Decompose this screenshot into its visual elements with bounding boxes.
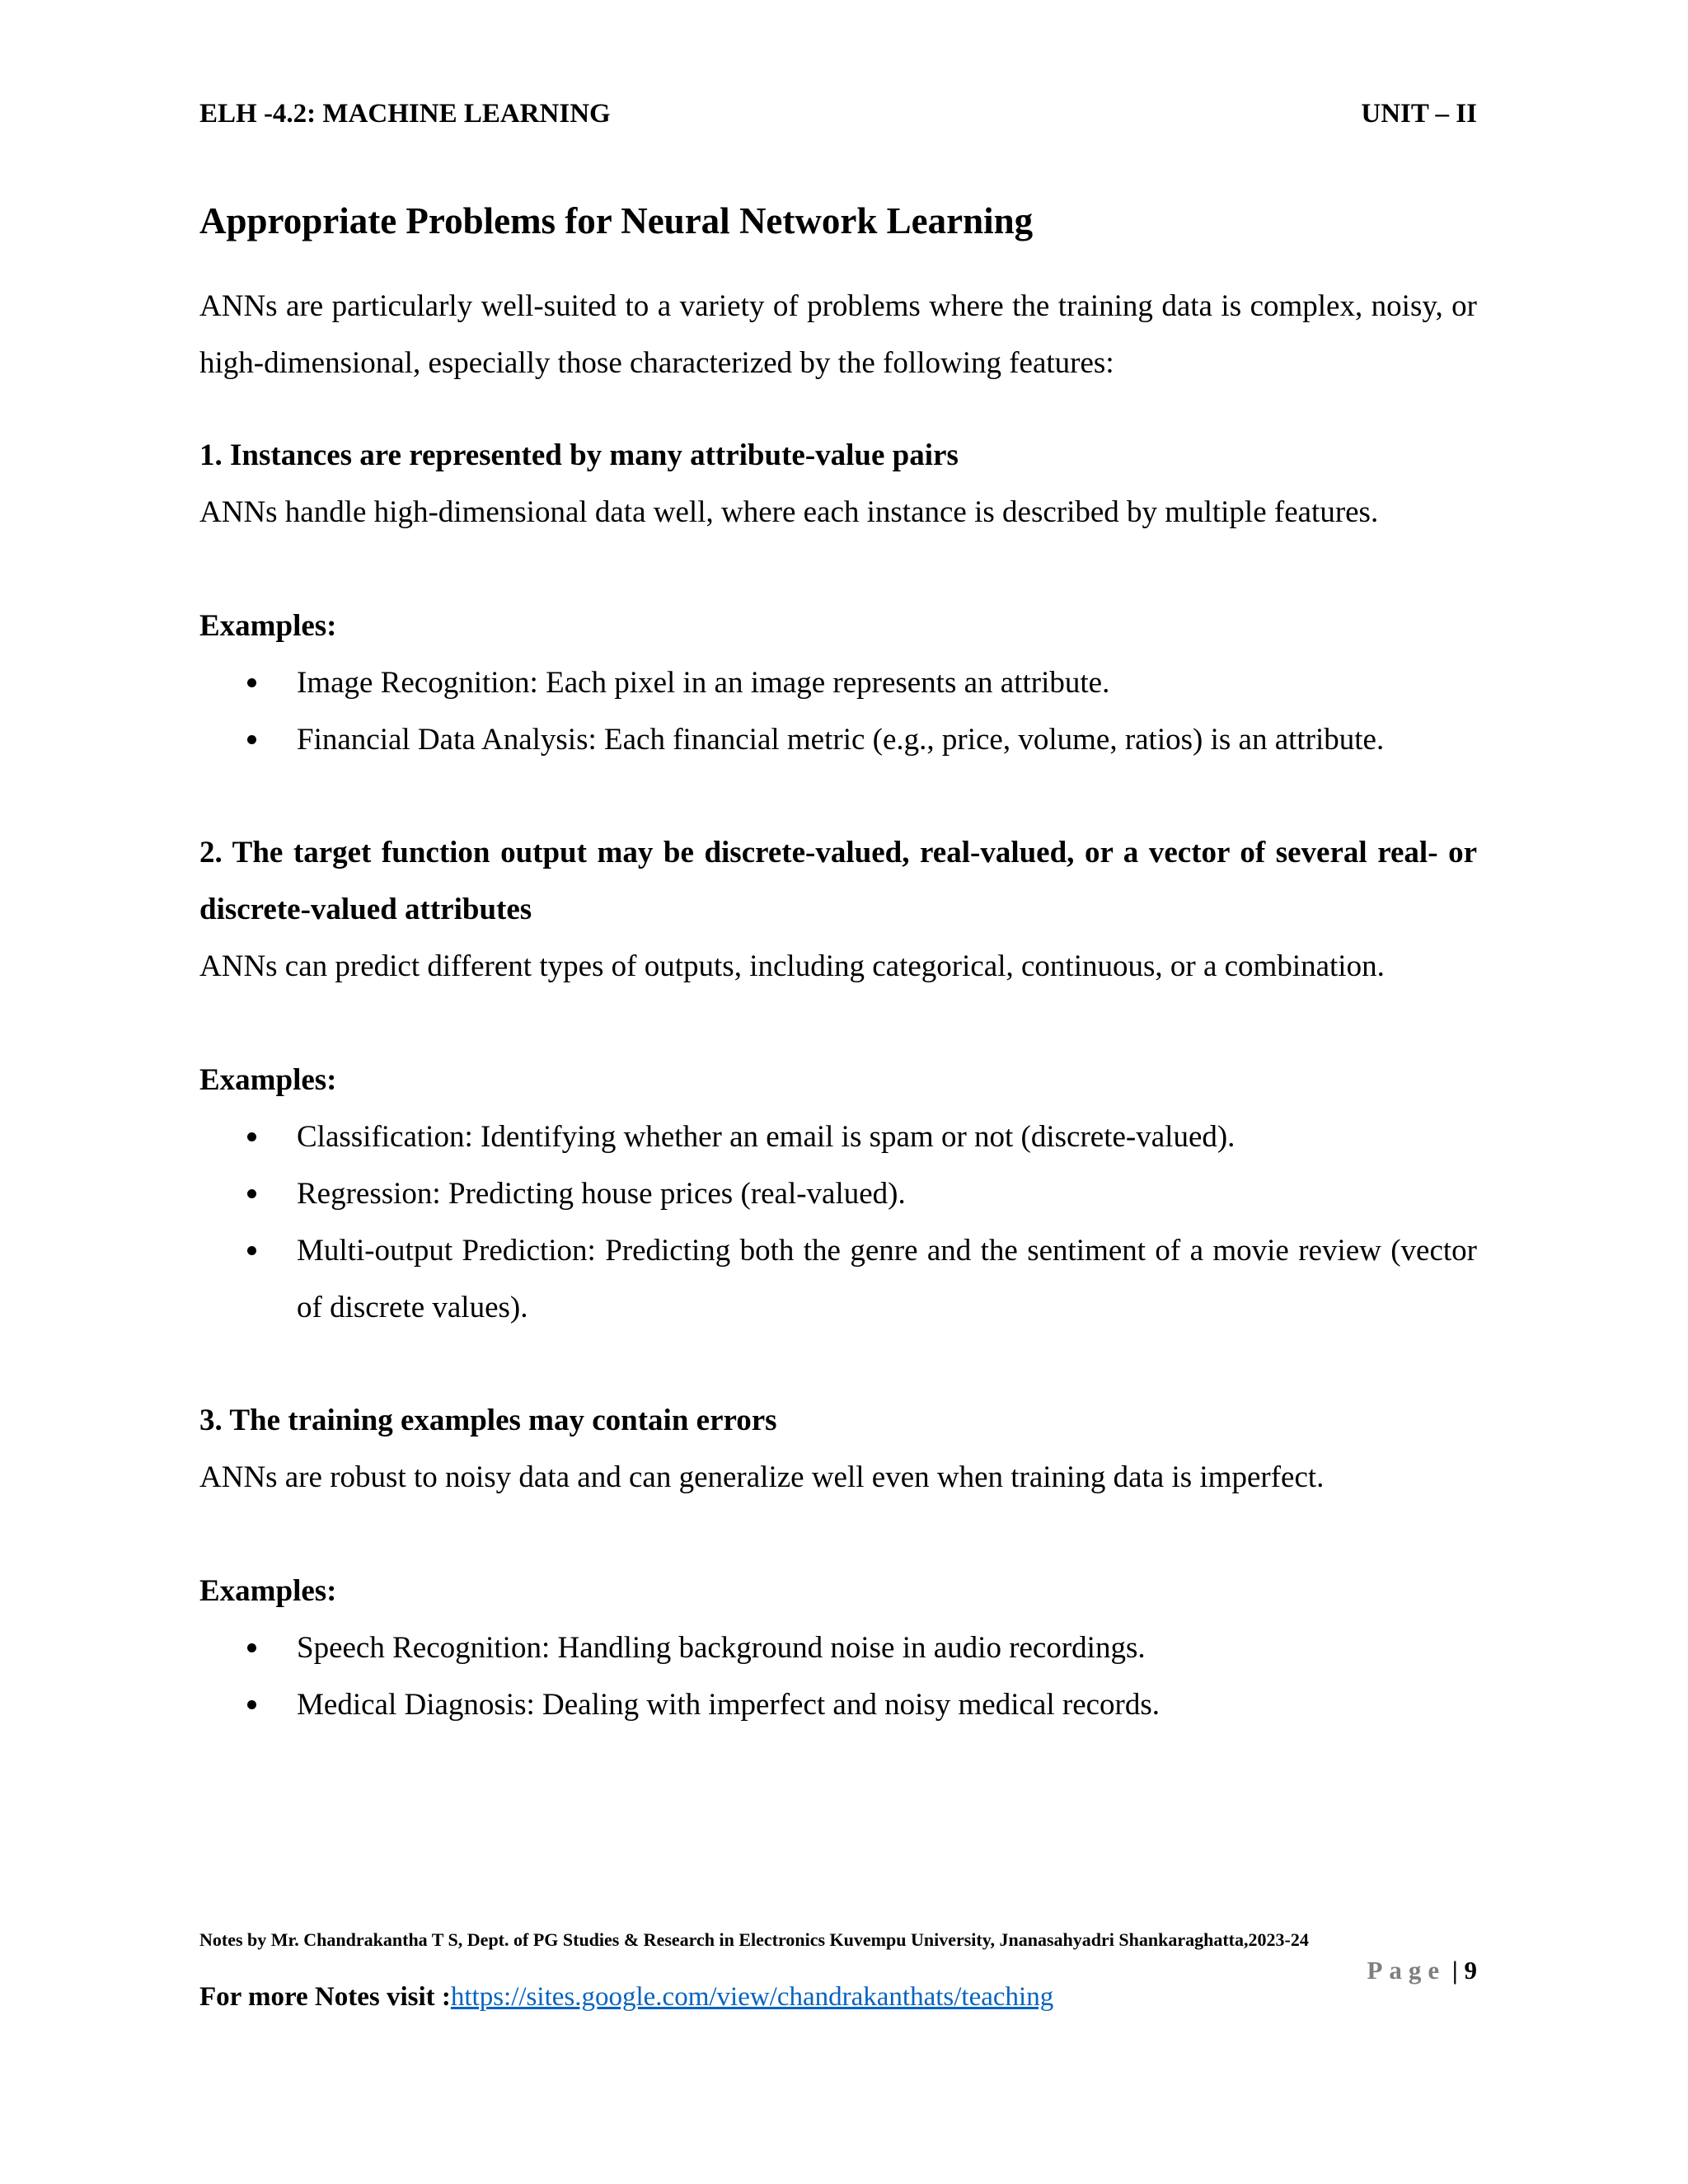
section-1-body: ANNs handle high-dimensional data well, where each instance is described by multiple features.	[199, 495, 1379, 529]
list-item	[199, 1676, 1477, 1733]
list-item	[199, 1165, 1477, 1222]
list-item	[199, 654, 1477, 711]
example-text: Regression: Predicting house prices (real-valued).	[297, 1177, 906, 1211]
bullet-icon	[247, 1643, 256, 1652]
section-2-body: ANNs can predict different types of outputs, including categorical, continuous, or a combination.	[199, 949, 1385, 983]
example-text: Speech Recognition: Handling background noise in audio recordings.	[297, 1631, 1146, 1665]
example-text: Image Recognition: Each pixel in an image represents an attribute.	[297, 666, 1110, 700]
page-number	[1367, 1955, 1477, 1986]
bullet-icon	[247, 735, 256, 744]
section-3-heading: 3. The training examples may contain errors	[199, 1404, 777, 1437]
example-text: Medical Diagnosis: Dealing with imperfect and noisy medical records.	[297, 1688, 1160, 1722]
bullet-icon	[247, 678, 256, 687]
bullet-icon	[247, 1132, 256, 1141]
page-separator: |	[1446, 1956, 1465, 1985]
section-2-examples-list	[199, 1108, 1477, 1336]
page-word: Page	[1367, 1956, 1447, 1985]
footer-visit	[199, 1980, 1053, 2014]
bullet-icon	[247, 1700, 256, 1709]
example-text: Financial Data Analysis: Each financial metric (e.g., price, volume, ratios) is an attribute.	[297, 723, 1385, 757]
list-item	[199, 711, 1477, 768]
section-3-body: ANNs are robust to noisy data and can generalize well even when training data is imperfect.	[199, 1460, 1325, 1494]
section-3-examples-label: Examples:	[199, 1574, 337, 1608]
visit-label: For more Notes visit :	[199, 1982, 451, 2012]
list-item	[199, 1222, 1477, 1336]
bullet-icon	[247, 1189, 256, 1198]
section-1-examples-label: Examples:	[199, 609, 337, 643]
section-3-examples-list	[199, 1619, 1477, 1733]
section-1-examples-list	[199, 654, 1477, 768]
page-title: Appropriate Problems for Neural Network Learning	[199, 200, 1034, 241]
intro-paragraph: ANNs are particularly well-suited to a variety of problems where the training data is complex, noisy, or high-dimensional, especially those characterized by the following features:	[199, 289, 1477, 380]
bullet-icon	[247, 1246, 256, 1255]
section-2-heading: 2. The target function output may be discrete-valued, real-valued, or a vector of several real- or discrete-valued attributes	[199, 836, 1477, 926]
example-text: Classification: Identifying whether an email is spam or not (discrete-valued).	[297, 1120, 1236, 1154]
list-item	[199, 1108, 1477, 1165]
notes-link[interactable]: https://sites.google.com/view/chandrakanthats/teaching	[450, 1982, 1054, 2012]
section-2-examples-label: Examples:	[199, 1063, 337, 1097]
header-unit: UNIT – II	[1361, 99, 1477, 129]
header-course: ELH -4.2: MACHINE LEARNING	[199, 99, 611, 129]
list-item	[199, 1619, 1477, 1676]
section-1-heading: 1. Instances are represented by many attribute-value pairs	[199, 438, 959, 472]
page-number-value: 9	[1464, 1956, 1477, 1985]
example-text: Multi-output Prediction: Predicting both the genre and the sentiment of a movie review (vector of discrete values).	[297, 1234, 1477, 1324]
footer-note: Notes by Mr. Chandrakantha T S, Dept. of PG Studies & Research in Electronics Kuvempu University, Jnanasahyadri Shankaraghatta,2023-24	[199, 1929, 1309, 1950]
